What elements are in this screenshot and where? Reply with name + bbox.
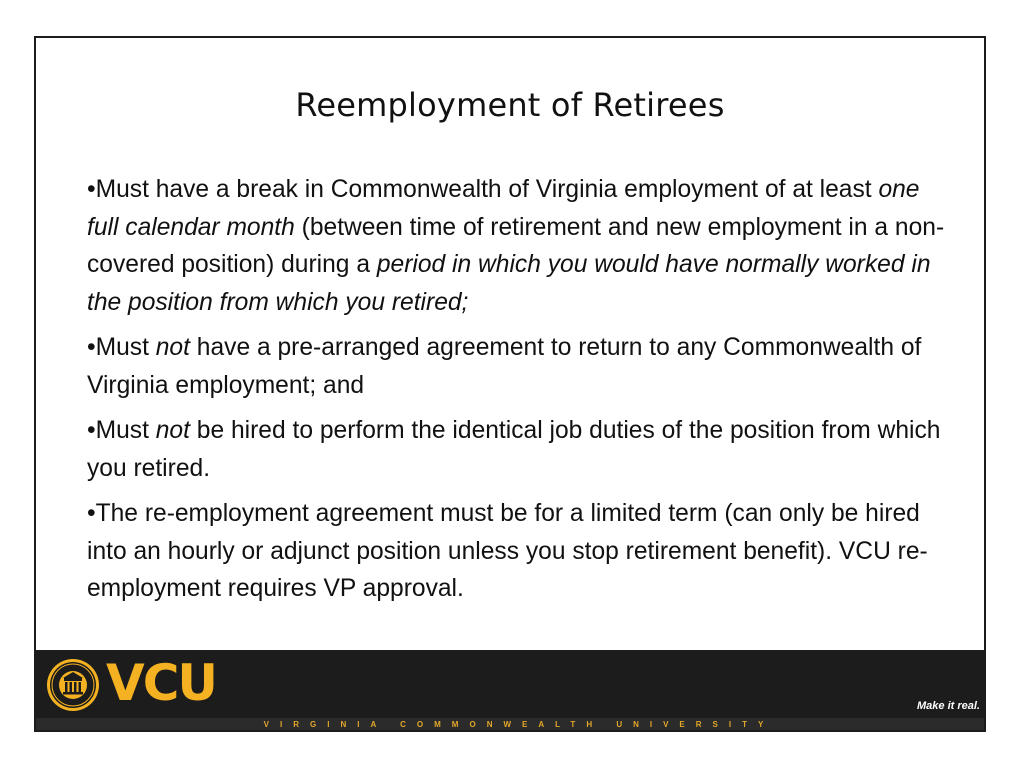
bullet-text: •Must	[87, 334, 156, 361]
bullet-emphasis: period in which you would have normally worked in the position from which you retired;	[87, 251, 931, 316]
vcu-logo: VCU	[106, 654, 216, 712]
tagline: Make it real.	[917, 700, 980, 712]
university-name: VIRGINIA COMMONWEALTH UNIVERSITY	[263, 720, 775, 729]
bullet-item	[87, 495, 947, 608]
footer-bar	[36, 650, 984, 732]
bullet-text: •Must	[87, 417, 156, 444]
bullet-text: •The re-employment agreement must be for a limited term (can only be hired into an hourly or adjunct position unless you stop retirement benefit). VCU re-employment requires VP approval.	[87, 500, 928, 602]
bullet-text: have a pre-arranged agreement to return to any Commonwealth of Virginia employment; and	[87, 334, 922, 399]
bullet-emphasis: not	[155, 334, 190, 361]
bullet-emphasis: one full calendar month	[87, 176, 920, 241]
slide	[34, 36, 986, 732]
bullet-item	[87, 171, 947, 321]
bullet-text: •Must have a break in Commonwealth of Virginia employment of at least	[87, 176, 879, 203]
slide-title: Reemployment of Retirees	[295, 86, 725, 124]
bullet-text: be hired to perform the identical job duties of the position from which you retired.	[87, 417, 941, 482]
bullet-item	[87, 412, 947, 487]
bullet-text: (between time of retirement and new employment in a non-covered position) during a	[87, 213, 945, 278]
bullet-list	[87, 171, 947, 616]
bullet-emphasis: not	[155, 417, 190, 444]
university-seal-icon	[46, 658, 100, 712]
bullet-item	[87, 329, 947, 404]
